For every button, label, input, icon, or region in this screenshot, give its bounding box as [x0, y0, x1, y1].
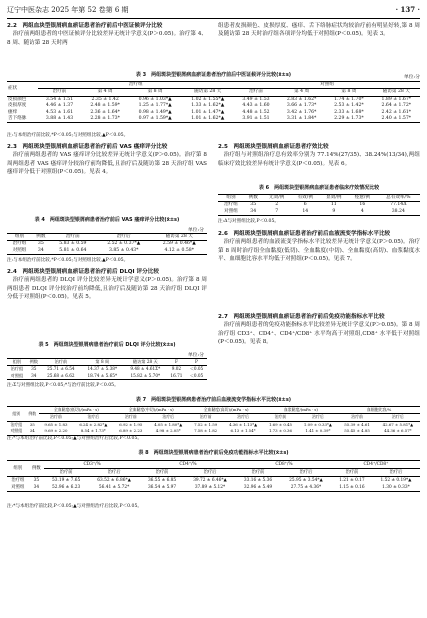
section-2-5	[218, 143, 420, 168]
table-cell: 3.91 ± 1.51	[242, 116, 270, 122]
table-cell: 0.96 ± 1.03*▲	[138, 96, 172, 102]
col-header: 组别	[7, 407, 26, 422]
col-header: 随访第 28 天	[124, 359, 167, 366]
table-cell: 1.74 ± 1.70*	[334, 96, 364, 102]
journal-name: 辽宁中医杂志 2025 年第 52 卷第 6 期	[7, 6, 129, 14]
table7-grid	[7, 406, 420, 436]
col-header: 治疗前	[236, 469, 280, 477]
table-cell: 皮损颜色	[8, 96, 27, 102]
col-header: 治疗前	[189, 414, 223, 421]
table-row	[7, 421, 420, 428]
table-cell: 5.81 ± 0.64	[59, 247, 87, 253]
table-cell: 1.73 ± 0.36	[268, 428, 293, 434]
section-title: 2.4 两组斑块型银屑病血瘀证患者治疗前后 DLQI 评分比较	[7, 269, 159, 275]
table-cell: 3.88 ± 1.43	[45, 116, 74, 122]
paragraph: 治疗前两组患者的 DLQI 评分比较差异无统计学意义(P＞0.05)。治疗第 8 周两组患者 DLQI 评分较治疗前均降低,且治疗后及随访第 28 天治疗组 DLQI 评分低于对照组(P＜0.05)。见表 5。	[7, 277, 207, 301]
table-cell: 35	[29, 421, 35, 427]
col-header: F	[167, 359, 186, 366]
table6-grid	[218, 194, 420, 216]
table-cell: 25.95 ± 3.54*▲	[289, 478, 323, 483]
col-header: 治疗前	[39, 414, 73, 421]
table3-grid	[7, 81, 420, 123]
table-cell: 1.52 ± 0.19*▲	[380, 478, 412, 483]
col-header: 治疗后	[148, 414, 189, 421]
table8-grid	[7, 460, 420, 492]
col-header: 有效/例	[291, 195, 320, 202]
table-row	[7, 373, 207, 380]
col-header: 例数	[26, 407, 39, 422]
col-header: 治疗后	[280, 469, 332, 477]
col-header: 第 8 周	[129, 89, 182, 96]
section-2-4	[7, 268, 207, 302]
table-cell: 2.48 ± 1.59*	[90, 103, 120, 109]
col-header: CD4⁺/CD8⁺	[332, 461, 420, 469]
table-cell: ＜0.05	[189, 366, 204, 372]
section-2-2-cont	[218, 22, 420, 39]
col-header: 全血黏度(中切)/(mPa · s)	[114, 407, 189, 414]
section-title: 2.3 两组斑块型银屑病血瘀证患者治疗前后 VAS 瘙痒评分比较	[7, 144, 168, 150]
paragraph: 治疗前两组患者的免疫功能指标水平比较差异无统计学意义(P＞0.05)。第 8 周治疗组 CD3⁺、CD4⁺、CD4⁺/CD8⁺ 水平均高于对照组,CD8⁺ 水平低于对照组(P＜0.05)。见表 8。	[218, 322, 420, 346]
table-cell: 14	[302, 208, 309, 214]
table-cell: 2.29 ± 1.73*	[334, 116, 364, 122]
table-cell: 2.59 ± 0.46*▲	[162, 241, 196, 247]
table6-caption: 表 6 两组斑块型银屑病血瘀证患者临床疗效情况比较	[258, 185, 380, 191]
paragraph: 治疗前两组患者的血液流变学指标水平比较差异无统计学意义(P＞0.05)。治疗第 8 周时治疗组全血黏度(低切)、全血黏度(中切)、全血黏度(高切)、血浆黏度水平、血细胞比容水平均低于对照组(P＜0.05)。见表 7。	[218, 239, 420, 263]
col-header: 组别	[7, 234, 32, 241]
table3-caption: 表 3 两组斑块型银屑病血瘀证患者治疗前后中医证候评分比较(x̄±s)	[135, 72, 292, 78]
table-cell: 治疗组	[224, 202, 238, 208]
table-cell: 4.36 ± 1.13*▲	[229, 421, 258, 427]
table-cell: 治疗组	[12, 241, 27, 247]
col-header: 全血黏度(高切)/(mPa · s)	[189, 407, 264, 414]
table-cell: 4.12 ± 0.58*	[164, 247, 194, 253]
col-header: 治疗后	[372, 469, 420, 477]
col-header: 第 4 周	[81, 89, 128, 96]
col-header: 显效/例	[320, 195, 349, 202]
section-title: 2.2 两组血块型银屑病血瘀证患者治疗前后中医证候评分比较	[7, 23, 163, 29]
table-cell: 55.39 ± 4.61	[344, 421, 370, 427]
col-header: CD4⁺/%	[140, 461, 236, 469]
col-header: 随访第 28 天	[151, 234, 207, 241]
col-header: 例数	[244, 195, 262, 202]
paragraph: 组患者皮损颜色、皮损厚度、瘙痒、舌下络脉症状均较治疗前有明显好转,第 8 周及随访第 28 天时治疗组各项评分均低于对照组(P＜0.05)。见表 3。	[218, 23, 420, 38]
table-cell: 35	[250, 202, 257, 208]
page-number: · 137 ·	[395, 5, 420, 14]
table-cell: 0.98 ± 1.49*▲	[138, 109, 172, 115]
table-cell: 34	[29, 428, 35, 434]
table-cell: 7.52 ± 1.59	[194, 421, 218, 427]
table-cell: 4.53 ± 1.61	[45, 109, 74, 115]
table6	[218, 194, 420, 216]
table-cell: 37.89 ± 5.12*	[194, 485, 226, 490]
table-cell: 55.45 ± 4.85	[344, 428, 370, 434]
table7	[7, 406, 420, 436]
table-cell: 9.69 ± 2.20	[44, 428, 68, 434]
table-cell: 35	[33, 478, 40, 483]
table4-note: 注:与本组治疗前比较,*P＜0.05;与对照组比较,▲P＜0.05。	[7, 258, 129, 263]
section-2-2	[7, 22, 207, 47]
table-cell: 9.02	[171, 366, 182, 372]
table-cell: 77.14Δ	[390, 202, 407, 208]
table-cell: 3.42 ± 1.76*	[286, 109, 317, 115]
col-header: 治疗前	[338, 414, 375, 421]
table-cell: 2.53 ± 1.42*	[334, 103, 364, 109]
table-row	[218, 209, 420, 216]
table-cell: 对照组	[224, 208, 238, 214]
table-cell: 25.71 ± 6.54	[47, 366, 75, 372]
table-cell: 4.43 ± 1.60	[242, 103, 270, 109]
col-header: 痊愈/例	[348, 195, 377, 202]
col-header: 治疗后	[96, 234, 151, 241]
table-cell: 14.37 ± 5.38*	[87, 366, 118, 372]
col-header: 全血黏度(低切)/(mPa · s)	[39, 407, 114, 414]
table-cell: 1.01 ± 1.47*▲	[191, 109, 225, 115]
table-cell: 3.54 ± 1.51	[45, 96, 74, 102]
paragraph: 治疗前两组患者的 VAS 瘙痒评分比较差异无统计学意义(P＞0.05)。治疗第 8 周两组患者 VAS 瘙痒评分较治疗前均降低,且治疗后及随访第 28 天治疗组 VAS 瘙痒评分低于对照组(P＜0.05)。见表 4。	[7, 152, 207, 176]
table-cell: 44.36 ± 6.57*	[384, 428, 412, 434]
table-row	[7, 116, 420, 123]
table-cell: 3.31 ± 1.84*	[286, 116, 317, 122]
table-cell: 2.36 ± 1.64*	[90, 109, 120, 115]
table-cell: 34	[33, 485, 40, 490]
table-row	[7, 103, 420, 109]
table8-note: 注:*与本组治疗前比较,P＜0.05;▲与对照组治疗后比较,P＜0.05。	[7, 504, 142, 509]
table-cell: 4.98 ± 2.05*	[155, 428, 181, 434]
col-header: 组别	[7, 359, 27, 366]
table5-unit: 单位:分	[188, 353, 205, 358]
col-header: 治疗后	[73, 414, 114, 421]
table-row	[7, 428, 420, 435]
table-cell: 6.92 ± 1.95	[119, 421, 143, 427]
section-2-3	[7, 143, 207, 177]
table-row	[7, 366, 207, 373]
table-cell: 治疗组	[11, 478, 25, 483]
table-cell: 2.28 ± 1.73*	[90, 116, 120, 122]
col-header: 治疗后	[223, 414, 264, 421]
table-cell: 对照组	[11, 485, 25, 490]
table8-caption: 表 8 两组斑块型银屑病患者治疗前后免疫功能指标水平比较(x̄±s)	[138, 450, 289, 456]
table-cell: 2.64 ± 1.72*	[381, 103, 412, 109]
table-row	[218, 202, 420, 209]
col-header: 组别	[7, 461, 29, 477]
table-cell: 34	[250, 208, 257, 214]
table-cell: 52.96 ± 6.23	[52, 485, 81, 490]
table-cell: 42.67 ± 5.81*▲	[382, 421, 414, 427]
table-cell: 27.75 ± 4.36*	[290, 485, 322, 490]
col-header: 第 8 周	[325, 89, 372, 96]
table-cell: 对照组	[10, 428, 23, 434]
table-cell: 对照组	[10, 372, 24, 378]
table-cell: 4	[360, 208, 364, 214]
header-rule	[7, 18, 420, 19]
col-header: CD3⁺/%	[44, 461, 140, 469]
table-cell: 对照组	[12, 247, 27, 253]
table-cell: 舌下络脉	[8, 116, 27, 122]
section-title: 2.7 两组斑块型银屑病血瘀证患者治疗前后免疫功能指标水平比较	[218, 314, 385, 320]
table-cell: 0.97 ± 1.59*▲	[138, 116, 172, 122]
table-cell: 4.46 ± 1.37	[45, 103, 74, 109]
table-cell: 2.33 ± 1.68*	[334, 109, 364, 115]
section-2-7	[218, 313, 420, 347]
col-header: 总有效率/%	[377, 195, 420, 202]
table4	[7, 233, 207, 255]
table-cell: 33.16 ± 5.36	[243, 478, 273, 483]
table-row	[7, 248, 207, 255]
col-header: 例数	[29, 461, 44, 477]
table3-unit: 单位:分	[403, 75, 420, 80]
col-header: 例数	[27, 359, 41, 366]
table-row	[7, 477, 420, 485]
table-cell: 2.42 ± 1.61*	[381, 109, 412, 115]
col-header: 症状	[7, 82, 38, 97]
table-cell: 9	[332, 208, 336, 214]
table-cell: 34	[31, 372, 37, 378]
table-cell: 1.01 ± 1.62*▲	[191, 116, 225, 122]
table-row	[7, 241, 207, 248]
table-cell: 1.30 ± 0.33*	[382, 485, 410, 490]
table-cell: 35	[37, 241, 44, 247]
table-cell: 8.54 ± 1.73*	[80, 428, 106, 434]
table-cell: 32.96 ± 5.49	[243, 485, 273, 490]
table-cell: 16	[359, 202, 366, 208]
col-header: 治疗后	[298, 414, 339, 421]
col-header: 治疗后	[184, 469, 236, 477]
table-cell: 56.41 ± 5.72*	[98, 485, 130, 490]
table-cell: 2.83 ± 1.62*	[286, 96, 317, 102]
table-cell: 5.83 ± 0.59	[59, 241, 87, 247]
table-cell: 11	[330, 202, 337, 208]
col-header: 第 4 周	[278, 89, 325, 96]
col-header: 治疗后	[88, 469, 140, 477]
col-header: 治疗前	[140, 469, 184, 477]
table3	[7, 81, 420, 123]
table-cell: 1.15 ± 0.16	[339, 485, 365, 490]
table-cell: 1.21 ± 0.17	[339, 478, 365, 483]
table-cell: 7	[275, 208, 279, 214]
col-header: 治疗组	[38, 82, 234, 89]
table3-note: 注:与本组治疗前比较,*P＜0.05;与对照组比较,▲P＜0.05。	[7, 133, 129, 138]
col-header: 血浆黏度/(mPa · s)	[263, 407, 338, 414]
table8	[7, 460, 420, 492]
table-cell: 3.85 ± 0.43*	[108, 247, 139, 253]
section-title: 2.6 两组斑块型银屑病血瘀证患者治疗前后血液流变学指标水平比较	[218, 231, 391, 237]
table-cell: 3.66 ± 1.73*	[286, 103, 317, 109]
table-cell: 36.54 ± 5.97	[147, 485, 177, 490]
section-title: 2.5 两组斑块型银屑病血瘀证患者疗效比较	[218, 144, 329, 150]
col-header: 治疗前	[234, 89, 278, 96]
table-cell: 1.33 ± 1.62*▲	[191, 103, 225, 109]
table-cell: 1.89 ± 1.67*	[381, 96, 412, 102]
table-cell: 3.49 ± 1.53	[242, 96, 270, 102]
table-cell: 6.89 ± 2.23	[119, 428, 143, 434]
col-header: 第 8 周	[81, 359, 124, 366]
table-cell: 18.74 ± 5.65*	[87, 372, 118, 378]
table-cell: 6.24 ± 2.82*▲	[79, 421, 108, 427]
col-header: 治疗前	[44, 469, 88, 477]
table-cell: 1.25 ± 1.77*▲	[138, 103, 172, 109]
table-cell: 63.52 ± 6.86*▲	[97, 478, 131, 483]
col-header: CD8⁺/%	[236, 461, 332, 469]
table-cell: 16.71	[170, 372, 183, 378]
table-cell: 2	[275, 202, 279, 208]
table5-caption: 表 5 两组斑块型银屑病患者治疗前后 DLQI 评分比较(x̄±s)	[38, 342, 176, 348]
table-cell: 7.58 ± 1.82	[194, 428, 218, 434]
col-header: 血细胞比容/%	[338, 407, 420, 414]
table-cell: 治疗组	[10, 366, 24, 372]
table6-note: 注:Δ与对照组比较,P＜0.05。	[218, 219, 279, 224]
table-cell: 1.02 ± 1.55*▲	[191, 96, 225, 102]
table-cell: 1.69 ± 0.45	[268, 421, 293, 427]
col-header: 治疗后	[376, 414, 420, 421]
table4-caption: 表 4 两组斑块型银屑病患者治疗前后 VAS 瘙痒评分比较(x̄±s)	[34, 217, 180, 223]
table-cell: 治疗组	[10, 421, 23, 427]
table5-note: 注:Σ与对照组比较,P＜0.05;*与治疗前比较,P＜0.05。	[7, 383, 119, 388]
table4-grid	[7, 233, 207, 255]
paragraph: 治疗组与对照组治疗总有效率分别为 77.14%(27/35)、38.24%(13/34),两组临床疗效比较差异有统计学意义(P＜0.05)。见表 6。	[218, 152, 420, 167]
table-cell: 瘙痒	[8, 109, 18, 115]
col-header: 对照组	[234, 82, 420, 89]
table-cell: 38.24	[391, 208, 405, 214]
table-cell: 15.82 ± 5.70*	[130, 372, 161, 378]
table-cell: 53.19 ± 7.65	[52, 478, 81, 483]
table-cell: 9.65 ± 1.83	[44, 421, 68, 427]
table7-caption: 表 7 两组斑块型银屑病患者治疗前后血液流变学指标水平比较(x̄±s)	[135, 397, 292, 403]
table-cell: 2.40 ± 1.57*	[381, 116, 412, 122]
table-cell: 36.55 ± 6.85	[147, 478, 177, 483]
col-header: 例数	[32, 234, 50, 241]
section-2-6	[218, 230, 420, 264]
col-header: 治疗前	[332, 469, 372, 477]
col-header: 治疗前	[41, 359, 81, 366]
col-header: P	[186, 359, 207, 366]
col-header: 随访第 28 天	[181, 89, 234, 96]
table-cell: 2.52 ± 0.37*▲	[107, 241, 141, 247]
col-header: 无效/例	[262, 195, 291, 202]
col-header: 治疗前	[50, 234, 96, 241]
table-cell: 1.41 ± 0.39*	[305, 428, 331, 434]
table-cell: 皮损厚度	[8, 103, 27, 109]
col-header: 组别	[218, 195, 244, 202]
table-cell: 35	[31, 366, 37, 372]
table-row	[7, 484, 420, 492]
table7-note: 注:*与本组治疗前比较,P＜0.05;▲与对照组治疗后比较,P＜0.05。	[7, 436, 142, 441]
table-cell: 4.48 ± 1.52	[242, 109, 270, 115]
table-cell: 34	[37, 247, 44, 253]
paragraph: 治疗前两组患者的中医证候评分比较差异无统计学意义(P＞0.05)。治疗第 4、8 周、随访第 28 天时两	[7, 31, 207, 46]
table-cell: 2.35 ± 1.42	[91, 96, 119, 102]
col-header: 治疗前	[114, 414, 148, 421]
col-header: 治疗前	[263, 414, 297, 421]
table-cell: 25.68 ± 6.62	[47, 372, 75, 378]
table5-grid	[7, 358, 207, 380]
table4-unit: 单位:分	[188, 228, 205, 233]
table-cell: 39.72 ± 6.46*▲	[193, 478, 227, 483]
col-header: 治疗前	[38, 89, 82, 96]
table-cell: 4.05 ± 1.80*▲	[154, 421, 183, 427]
running-header	[7, 5, 420, 17]
table-cell: 9.48 ± 4.61Σ*	[130, 366, 161, 372]
table-cell: 6.13 ± 1.54*	[230, 428, 256, 434]
table-cell: 6	[303, 202, 307, 208]
table5	[7, 358, 207, 380]
col-header: 随访第 28 天	[373, 89, 420, 96]
table-cell: 1.09 ± 0.33*▲	[303, 421, 332, 427]
table-cell: ＜0.05	[189, 372, 204, 378]
